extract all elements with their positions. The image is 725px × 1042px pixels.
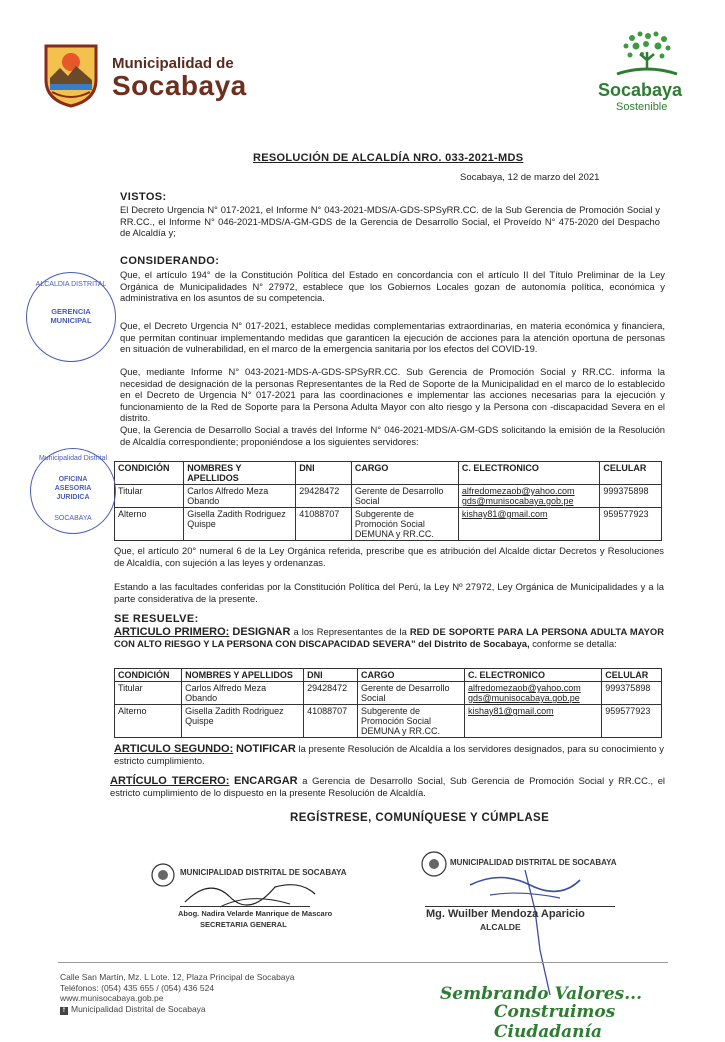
document-title: RESOLUCIÓN DE ALCALDÍA NRO. 033-2021-MDS bbox=[253, 152, 524, 164]
cell-condicion: Alterno bbox=[115, 508, 184, 541]
table-header-row bbox=[115, 462, 662, 485]
footer-address: Calle San Martín, Mz. L Lote. 12, Plaza Principal de Socabaya bbox=[60, 972, 295, 982]
cell-cargo: Gerente de Desarrollo Social bbox=[351, 485, 458, 508]
articulo-primero bbox=[114, 626, 664, 650]
th-dni: DNI bbox=[296, 462, 352, 485]
slogan-line-2: Construimos Ciudadanía bbox=[494, 1002, 616, 1042]
right-brand-sub: Sostenible bbox=[616, 101, 668, 113]
servers-table-1 bbox=[114, 461, 662, 541]
articulo-primero-label: ARTICULO PRIMERO: bbox=[114, 626, 230, 638]
brand-small-text: Municipalidad de bbox=[112, 55, 234, 72]
slogan-line-1: Sembrando Valores... bbox=[440, 984, 642, 1004]
table-row bbox=[115, 705, 662, 738]
facebook-icon: f bbox=[60, 1007, 68, 1015]
articulo-primero-bold: RED DE SOPORTE PARA LA PERSONA ADULTA MAYOR CON ALTO RIESGO Y LA PERSONA CON DISCAPACIDAD SEVERA" del Distrito de Socabaya, bbox=[114, 626, 664, 649]
email-link[interactable]: kishay81@gmail.com bbox=[461, 509, 548, 519]
servers-table-2 bbox=[114, 668, 662, 738]
right-signer-name: Mg. Wuilber Mendoza Aparicio bbox=[426, 908, 585, 920]
th-nombres: NOMBRES Y APELLIDOS bbox=[184, 462, 296, 485]
cell-nombre: Gisella Zadith Rodriguez Quispe bbox=[184, 508, 296, 541]
email-link[interactable]: alfredomezaob@yahoo.com bbox=[461, 486, 575, 496]
vistos-heading: VISTOS: bbox=[120, 191, 167, 203]
footer-social bbox=[60, 1004, 295, 1015]
footer-phones: Teléfonos: (054) 435 655 / (054) 436 524 bbox=[60, 982, 215, 993]
footer-contact bbox=[60, 972, 295, 1015]
cell-dni: 29428472 bbox=[304, 682, 358, 705]
email-link[interactable]: kishay81@gmail.com bbox=[468, 706, 554, 716]
left-signer-name: Abog. Nadira Velarde Manrique de Mascaro bbox=[178, 909, 333, 918]
right-seal-text: MUNICIPALIDAD DISTRITAL DE SOCABAYA bbox=[450, 858, 617, 867]
cell-dni: 29428472 bbox=[296, 485, 352, 508]
th-correo: C. ELECTRONICO bbox=[458, 462, 600, 485]
cell-celular: 999375898 bbox=[602, 682, 662, 705]
considerando-heading: CONSIDERANDO: bbox=[120, 255, 220, 267]
vistos-text: El Decreto Urgencia N° 017-2021, el Informe N° 043-2021-MDS/A-GDS-SPSyRR.CC. de la Sub Gerencia de Promoción Social y RR.CC., el Informe N° 046-2021-MDS/A-GM-GDS de la Gerencia de Desarrollo Social, el Proveído N° 475-2020 del Despacho de Alcaldía y; bbox=[120, 204, 660, 238]
footer-website[interactable]: www.munisocabaya.gob.pe bbox=[60, 993, 164, 1003]
right-signer-role: ALCALDE bbox=[480, 922, 521, 932]
cell-correo bbox=[465, 682, 602, 705]
th-cargo: CARGO bbox=[358, 669, 465, 682]
email-link[interactable]: gds@munisocabaya.gob.pe bbox=[468, 693, 580, 703]
cell-condicion: Alterno bbox=[115, 705, 182, 738]
resuelve-heading: SE RESUELVE: bbox=[114, 613, 199, 625]
articulo-primero-text-end: conforme se detalla: bbox=[529, 638, 617, 649]
right-signature-line bbox=[425, 906, 615, 907]
asesoria-juridica-stamp bbox=[30, 448, 116, 534]
table-header-row bbox=[115, 669, 662, 682]
articulo-segundo bbox=[114, 743, 664, 767]
articulo-tercero bbox=[110, 775, 665, 799]
considerando-paragraph-6: Estando a las facultades conferidas por la Constitución Política del Perú, la Ley Nº 27972, Ley Orgánica de Municipalidades y a la parte considerativa de la presente. bbox=[114, 581, 664, 604]
considerando-paragraph-3: Que, mediante Informe N° 043-2021-MDS-A-GDS-SPSyRR.CC. Sub Gerencia de Promoción Social y RR.CC. informa la necesidad de designación de la personas Representantes de la Red de Soporte de la Municipalidad en el marco de lo establecido en el Decreto de Urgencia N° 017-2021 para las coordinaciones e implementar las acciones necesarias para la ejecución y funcionamiento de la Red de Soporte para la Persona Adulta Mayor con alto riesgo y la Persona con -discapacidad Severa en el distrito. bbox=[120, 366, 665, 423]
footer-social-text: Municipalidad Distrital de Socabaya bbox=[71, 1003, 206, 1014]
table-row bbox=[115, 682, 662, 705]
th-celular: CELULAR bbox=[602, 669, 662, 682]
closing-formula: REGÍSTRESE, COMUNÍQUESE Y CÚMPLASE bbox=[290, 812, 550, 824]
considerando-paragraph-4: Que, la Gerencia de Desarrollo Social a través del Informe N° 046-2021-MDS/A-GM-GDS solicitando la emisión de la Resolución de Alcaldía correspondiente; proponiéndose a los siguientes servidores: bbox=[120, 424, 665, 447]
considerando-paragraph-1: Que, el artículo 194° de la Constitución Política del Estado en concordancia con el artículo II del Título Preliminar de la Ley Orgánica de Municipalidades N° 27972, establece que los Gobiernos Locales gozan de autonomía política, económica y administrativa en los asuntos de su competencia. bbox=[120, 269, 665, 303]
left-seal-text: MUNICIPALIDAD DISTRITAL DE SOCABAYA bbox=[180, 868, 347, 877]
articulo-tercero-label: ARTÍCULO TERCERO: bbox=[110, 775, 230, 787]
considerando-paragraph-5: Que, el artículo 20° numeral 6 de la Ley Orgánica referida, prescribe que es atribución del Alcalde dictar Decretos y Resoluciones de Alcaldía, con sujeción a las leyes y ordenanzas. bbox=[114, 545, 664, 568]
stamp-center-text: OFICINA ASESORIA JURIDICA bbox=[54, 476, 92, 501]
stamp-bottom-text: SOCABAYA bbox=[54, 515, 92, 522]
municipal-seal-icon bbox=[150, 862, 176, 888]
th-condicion: CONDICIÓN bbox=[115, 462, 184, 485]
cell-celular: 959577923 bbox=[600, 508, 662, 541]
cell-cargo: Subgerente de Promoción Social DEMUNA y RR.CC. bbox=[351, 508, 458, 541]
municipal-crest-logo bbox=[40, 40, 102, 108]
footer-divider bbox=[58, 962, 668, 963]
document-date: Socabaya, 12 de marzo del 2021 bbox=[460, 172, 600, 183]
cell-correo bbox=[458, 508, 600, 541]
articulo-primero-verb: DESIGNAR bbox=[232, 626, 291, 638]
stamp-ring-text: ALCALDIA DISTRITAL bbox=[35, 281, 107, 288]
right-signature-scribble bbox=[430, 850, 630, 1000]
stamp-center-text: GERENCIA MUNICIPAL bbox=[50, 307, 92, 325]
email-link[interactable]: gds@munisocabaya.gob.pe bbox=[461, 496, 574, 506]
cell-cargo: Gerente de Desarrollo Social bbox=[358, 682, 465, 705]
th-cargo: CARGO bbox=[351, 462, 458, 485]
th-condicion: CONDICIÓN bbox=[115, 669, 182, 682]
th-nombres: NOMBRES Y APELLIDOS bbox=[182, 669, 304, 682]
cell-nombre: Carlos Alfredo Meza Obando bbox=[184, 485, 296, 508]
th-correo: C. ELECTRONICO bbox=[465, 669, 602, 682]
email-link[interactable]: alfredomezaob@yahoo.com bbox=[468, 683, 581, 693]
gerencia-stamp bbox=[26, 272, 116, 362]
cell-nombre: Gisella Zadith Rodriguez Quispe bbox=[182, 705, 304, 738]
articulo-tercero-text: a Gerencia de Desarrollo Social, Sub Gerencia de Promoción Social y RR.CC., el estricto cumplimiento de lo dispuesto en la presente Resolución de Alcaldía. bbox=[110, 775, 665, 798]
articulo-primero-text: a los Representantes de la bbox=[290, 626, 410, 637]
right-brand-name: Socabaya bbox=[598, 80, 683, 100]
cell-correo bbox=[458, 485, 600, 508]
cell-dni: 41088707 bbox=[296, 508, 352, 541]
cell-celular: 959577923 bbox=[602, 705, 662, 738]
cell-condicion: Titular bbox=[115, 485, 184, 508]
articulo-segundo-text: la presente Resolución de Alcaldía a los servidores designados, para su conocimiento y estricto cumplimiento. bbox=[114, 743, 664, 766]
articulo-tercero-verb: ENCARGAR bbox=[234, 775, 298, 787]
cell-condicion: Titular bbox=[115, 682, 182, 705]
brand-big-text: Socabaya bbox=[112, 70, 247, 101]
cell-correo bbox=[465, 705, 602, 738]
th-celular: CELULAR bbox=[600, 462, 662, 485]
articulo-segundo-label: ARTICULO SEGUNDO: bbox=[114, 743, 234, 755]
table-row bbox=[115, 485, 662, 508]
cell-dni: 41088707 bbox=[304, 705, 358, 738]
th-dni: DNI bbox=[304, 669, 358, 682]
left-signature-line bbox=[180, 906, 310, 907]
considerando-paragraph-2: Que, el Decreto Urgencia N° 017-2021, establece medidas complementarias extraordinarias, en materia económica y financiera, que permitan continuar implementando medidas que garanticen la ejecución de acciones para la atención oportuna de personas en situación de vulnerabilidad, en el marco de la emergencia sanitaria por los efectos del COVID-19. bbox=[120, 320, 665, 354]
stamp-ring-text: Municipalidad Distrital bbox=[38, 455, 108, 462]
articulo-segundo-verb: NOTIFICAR bbox=[235, 743, 296, 755]
left-signature-seal bbox=[150, 862, 176, 893]
cell-cargo: Subgerente de Promoción Social DEMUNA y RR.CC. bbox=[358, 705, 465, 738]
cell-celular: 999375898 bbox=[600, 485, 662, 508]
sostenible-tree-logo bbox=[612, 30, 682, 85]
cell-nombre: Carlos Alfredo Meza Obando bbox=[182, 682, 304, 705]
left-signer-role: SECRETARIA GENERAL bbox=[200, 920, 287, 929]
table-row bbox=[115, 508, 662, 541]
